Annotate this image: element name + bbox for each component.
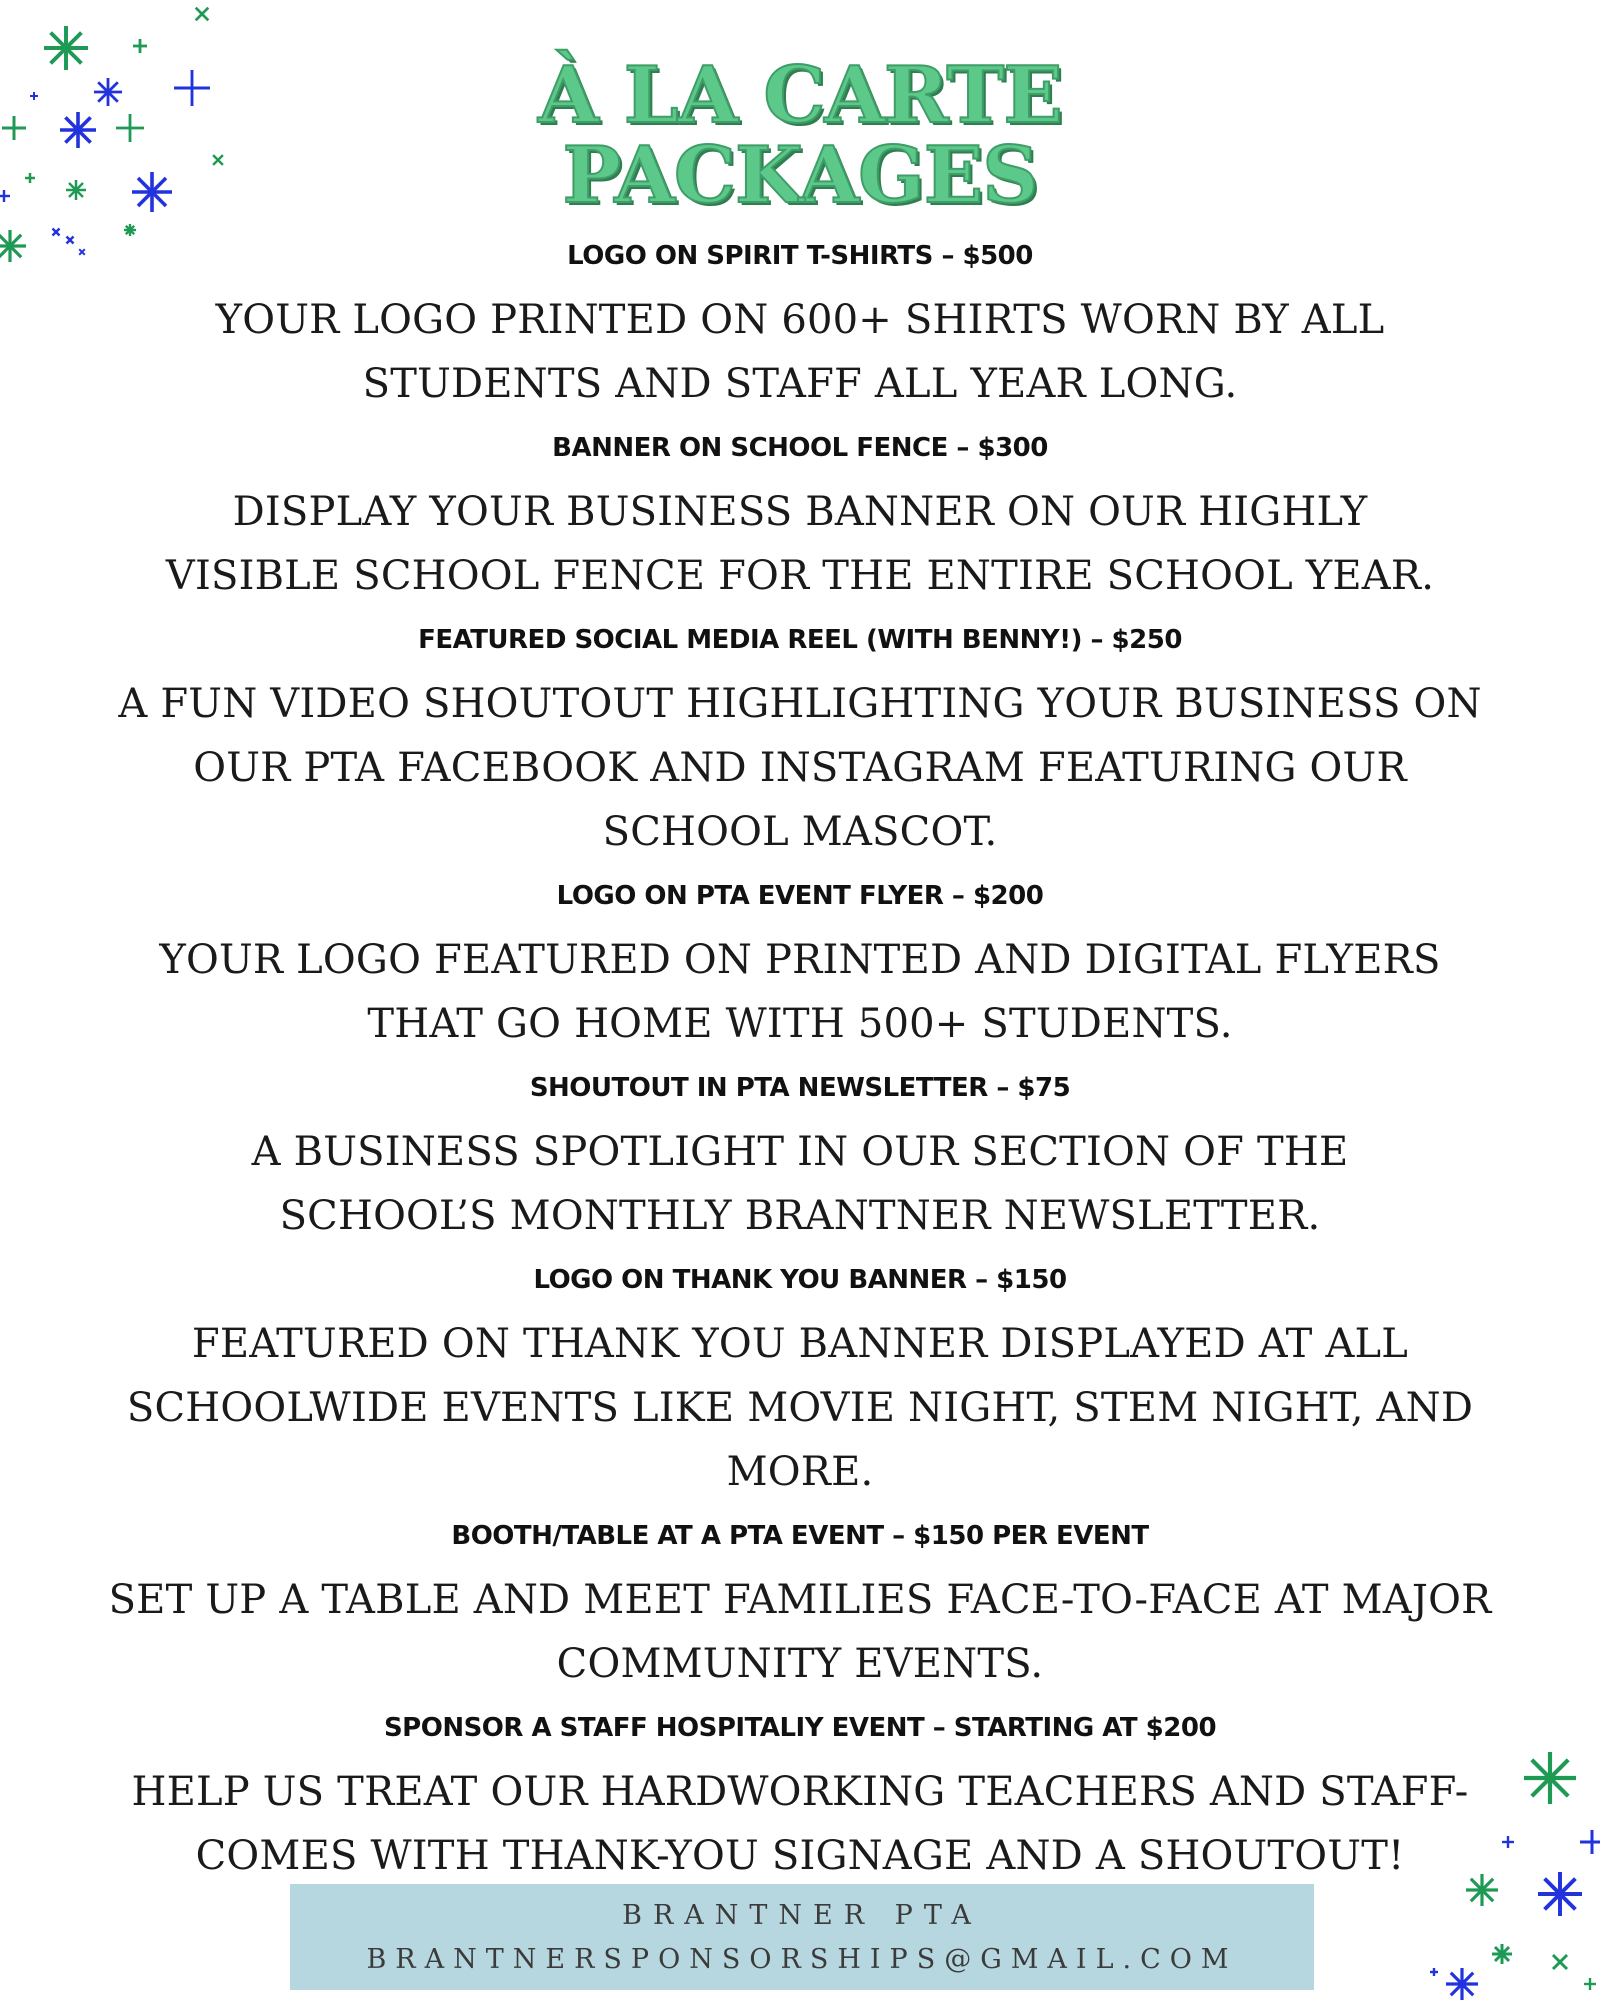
package-description: SET UP A TABLE AND MEET FAMILIES FACE-TO-FACE AT MAJOR COMMUNITY EVENTS.: [108, 1577, 1492, 1687]
package-description: FEATURED ON THANK YOU BANNER DISPLAYED AT ALL SCHOOLWIDE EVENTS LIKE MOVIE NIGHT, STEM NIGHT, AND MORE.: [126, 1321, 1474, 1495]
sparkle-icon: [1430, 1968, 1438, 1976]
page-title-line-2: PACKAGES: [562, 130, 1038, 221]
package-heading: FEATURED SOCIAL MEDIA REEL (WITH BENNY!) – $250: [418, 625, 1182, 655]
page-title-line-1: À LA CARTE: [538, 50, 1062, 141]
package-heading: LOGO ON THANK YOU BANNER – $150: [533, 1265, 1067, 1295]
package-heading: BOOTH/TABLE AT A PTA EVENT – $150 PER EVENT: [451, 1521, 1149, 1551]
package-heading: LOGO ON SPIRIT T-SHIRTS – $500: [567, 241, 1033, 271]
package-item: [0, 1248, 1600, 1504]
package-description: HELP US TREAT OUR HARDWORKING TEACHERS AND STAFF- COMES WITH THANK-YOU SIGNAGE AND A SHOUTOUT!: [131, 1769, 1469, 1879]
package-item: [0, 608, 1600, 864]
package-item: [0, 224, 1600, 416]
package-item: [0, 1504, 1600, 1696]
package-description: YOUR LOGO PRINTED ON 600+ SHIRTS WORN BY ALL STUDENTS AND STAFF ALL YEAR LONG.: [215, 297, 1385, 407]
package-item: [0, 1696, 1600, 1888]
sparkle-icon: [196, 8, 209, 21]
package-item: [0, 1056, 1600, 1248]
package-item: [0, 864, 1600, 1056]
package-heading: SPONSOR A STAFF HOSPITALIY EVENT – STARTING AT $200: [383, 1713, 1217, 1743]
sparkle-icon: [1553, 1955, 1567, 1969]
package-description: A FUN VIDEO SHOUTOUT HIGHLIGHTING YOUR BUSINESS ON OUR PTA FACEBOOK AND INSTAGRAM FEATURING OUR SCHOOL MASCOT.: [118, 681, 1482, 855]
footer-email-link[interactable]: BRANTNERSPONSORSHIPS@GMAIL.COM: [366, 1944, 1238, 1975]
sparkle-icon: [1492, 1944, 1512, 1964]
package-item: [0, 416, 1600, 608]
package-list: [0, 224, 1600, 1888]
package-heading: BANNER ON SCHOOL FENCE – $300: [552, 433, 1048, 463]
package-heading: SHOUTOUT IN PTA NEWSLETTER – $75: [529, 1073, 1071, 1103]
sparkle-icon: [1584, 1978, 1596, 1990]
package-heading: LOGO ON PTA EVENT FLYER – $200: [556, 881, 1044, 911]
package-description: YOUR LOGO FEATURED ON PRINTED AND DIGITAL FLYERS THAT GO HOME WITH 500+ STUDENTS.: [159, 937, 1441, 1047]
footer-contact-box: [290, 1884, 1314, 1990]
package-description: DISPLAY YOUR BUSINESS BANNER ON OUR HIGHLY VISIBLE SCHOOL FENCE FOR THE ENTIRE SCHOOL YEAR.: [165, 489, 1435, 599]
footer-organization: BRANTNER PTA: [622, 1900, 982, 1931]
package-description: A BUSINESS SPOTLIGHT IN OUR SECTION OF THE SCHOOL’S MONTHLY BRANTNER NEWSLETTER.: [251, 1129, 1349, 1239]
sparkle-icon: [1446, 1968, 1478, 2000]
sparkle-icon: [133, 39, 147, 53]
